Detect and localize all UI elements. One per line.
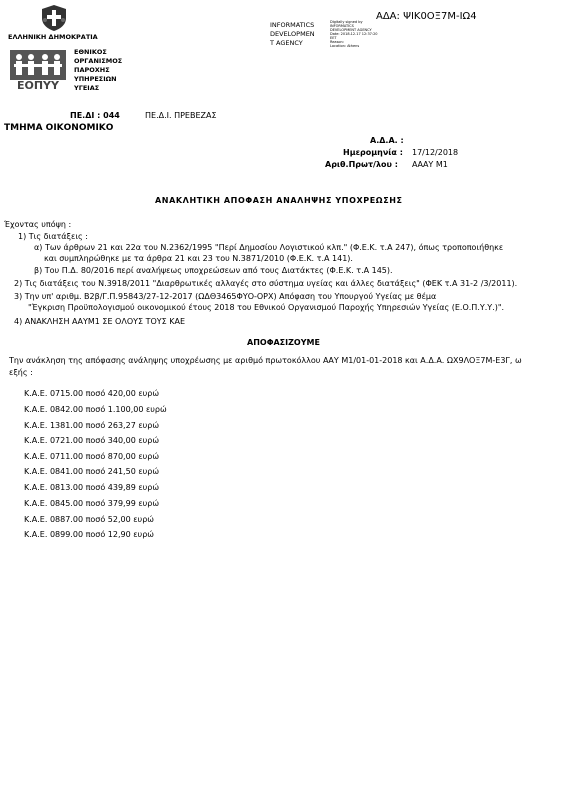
org-line-1: ΕΘΝΙΚΟΣ (74, 48, 107, 56)
pedi-code: ΠΕ.ΔΙ : 044 (70, 111, 120, 120)
kae-line: Κ.Α.Ε. 0845.00 ποσό 379,99 ευρώ (24, 499, 160, 508)
kae-line: Κ.Α.Ε. 1381.00 ποσό 263,27 ευρώ (24, 421, 160, 430)
decision-text-line1: Την ανάκληση της απόφασης ανάληψης υποχρέωσης με αριθμό πρωτοκόλλου ΑΑΥ Μ1/01-01-2018 και Α.Δ.Α. ΩΧ9ΛΟΞ7Μ-Ε3Γ, ω (9, 356, 522, 365)
decision-heading: ΑΠΟΦΑΣΙΖΟΥΜΕ (247, 338, 320, 347)
ada-top-code: ΑΔΑ: ΨΙΚ0ΟΞ7Μ-ΙΩ4 (376, 11, 477, 22)
signature-fine-3: DEVELOPMENT AGENCY (330, 28, 372, 32)
org-line-3: ΠΑΡΟΧΗΣ (74, 66, 110, 74)
protocol-value: ΑΑΑΥ Μ1 (412, 160, 448, 169)
eopyy-logo-text: ΕΟΠΥΥ (16, 79, 59, 92)
department-label: ΤΜΗΜΑ ΟΙΚΟΝΟΜΙΚΟ (4, 123, 114, 133)
agency-line-3: T AGENCY (270, 39, 303, 47)
kae-line: Κ.Α.Ε. 0715.00 ποσό 420,00 ευρώ (24, 389, 160, 398)
date-value: 17/12/2018 (412, 148, 459, 157)
item-1b: β) Του Π.Δ. 80/2016 περί αναλήψεως υποχρεώσεων από τους Διατάκτες (Φ.Ε.Κ. τ.Α 145). (34, 266, 393, 275)
signature-fine-1: Digitally signed by (330, 20, 363, 24)
ada-label: Α.Δ.Α. : (370, 136, 404, 145)
signature-fine-7: Location: Athens (330, 44, 360, 48)
kae-line: Κ.Α.Ε. 0887.00 ποσό 52,00 ευρώ (24, 515, 154, 524)
pedi-name: ΠΕ.Δ.Ι. ΠΡΕΒΕΖΑΣ (145, 111, 217, 120)
agency-line-1: INFORMATICS (270, 21, 315, 29)
date-label: Ημερομηνία : (343, 148, 403, 157)
agency-line-2: DEVELOPMEN (270, 30, 315, 38)
item-3-line2: "Έγκριση Προϋπολογισμού οικονομικού έτους 2018 του Εθνικού Οργανισμού Παροχής Υπηρεσιών Υγείας (Ε.Ο.Π.Υ.Υ.)". (28, 303, 505, 312)
eopyy-logo (10, 50, 66, 92)
kae-line: Κ.Α.Ε. 0711.00 ποσό 870,00 ευρώ (24, 452, 160, 461)
org-line-5: ΥΓΕΙΑΣ (74, 84, 100, 92)
kae-line: Κ.Α.Ε. 0813.00 ποσό 439,89 ευρώ (24, 483, 160, 492)
org-line-2: ΟΡΓΑΝΙΣΜΟΣ (74, 57, 123, 65)
signature-fine-6: Reason: (330, 40, 344, 44)
signature-fine-5: EET (330, 36, 337, 40)
item-1a-line2: και συμπληρώθηκε με τα άρθρα 21 και 23 του Ν.3871/2010 (Φ.Ε.Κ. τ.Α 141). (44, 254, 353, 263)
kae-line: Κ.Α.Ε. 0899.00 ποσό 12,90 ευρώ (24, 530, 154, 539)
org-line-4: ΥΠΗΡΕΣΙΩΝ (74, 75, 117, 83)
greek-emblem-icon (40, 4, 68, 32)
kae-line: Κ.Α.Ε. 0842.00 ποσό 1.100,00 ευρώ (24, 405, 167, 414)
item-2: 2) Τις διατάξεις του Ν.3918/2011 "Διαρθρωτικές αλλαγές στο σύστημα υγείας και άλλες διατάξεις" (ΦΕΚ τ.Α 31-2 /3/2011). (14, 279, 518, 288)
considering-label: Έχοντας υπόψη : (4, 220, 72, 229)
republic-label: ΕΛΛΗΝΙΚΗ ΔΗΜΟΚΡΑΤΙΑ (8, 33, 98, 41)
kae-line: Κ.Α.Ε. 0721.00 ποσό 340,00 ευρώ (24, 436, 160, 445)
item-4: 4) ΑΝΑΚΛΗΣΗ ΑΑΥΜ1 ΣΕ ΟΛΟΥΣ ΤΟΥΣ ΚΑΕ (14, 317, 186, 326)
kae-line: Κ.Α.Ε. 0841.00 ποσό 241,50 ευρώ (24, 467, 160, 476)
protocol-label: Αριθ.Πρωτ/λου : (325, 160, 398, 169)
item-1: 1) Τις διατάξεις : (18, 232, 88, 241)
document-title: ΑΝΑΚΛΗΤΙΚΗ ΑΠΟΦΑΣΗ ΑΝΑΛΗΨΗΣ ΥΠΟΧΡΕΩΣΗΣ (155, 196, 403, 205)
item-1a-line1: α) Των άρθρων 21 και 22α του Ν.2362/1995 "Περί Δημοσίου Λογιστικού κλπ." (Φ.Ε.Κ. τ.Α 247), όπως τροποποιήθηκε (34, 243, 504, 252)
signature-fine-4: Date: 2018.12.17 12:37:20 (330, 32, 378, 36)
item-3-line1: 3) Την υπ' αριθμ. Β2β/Γ.Π.95843/27-12-2017 (ΩΔΘ3465ΦΥΟ-ΟΡΧ) Απόφαση του Υπουργού Υγείας με θέμα (14, 292, 437, 301)
decision-text-line2: εξής : (9, 368, 33, 377)
signature-fine-2: INFORMATICS (330, 24, 354, 28)
